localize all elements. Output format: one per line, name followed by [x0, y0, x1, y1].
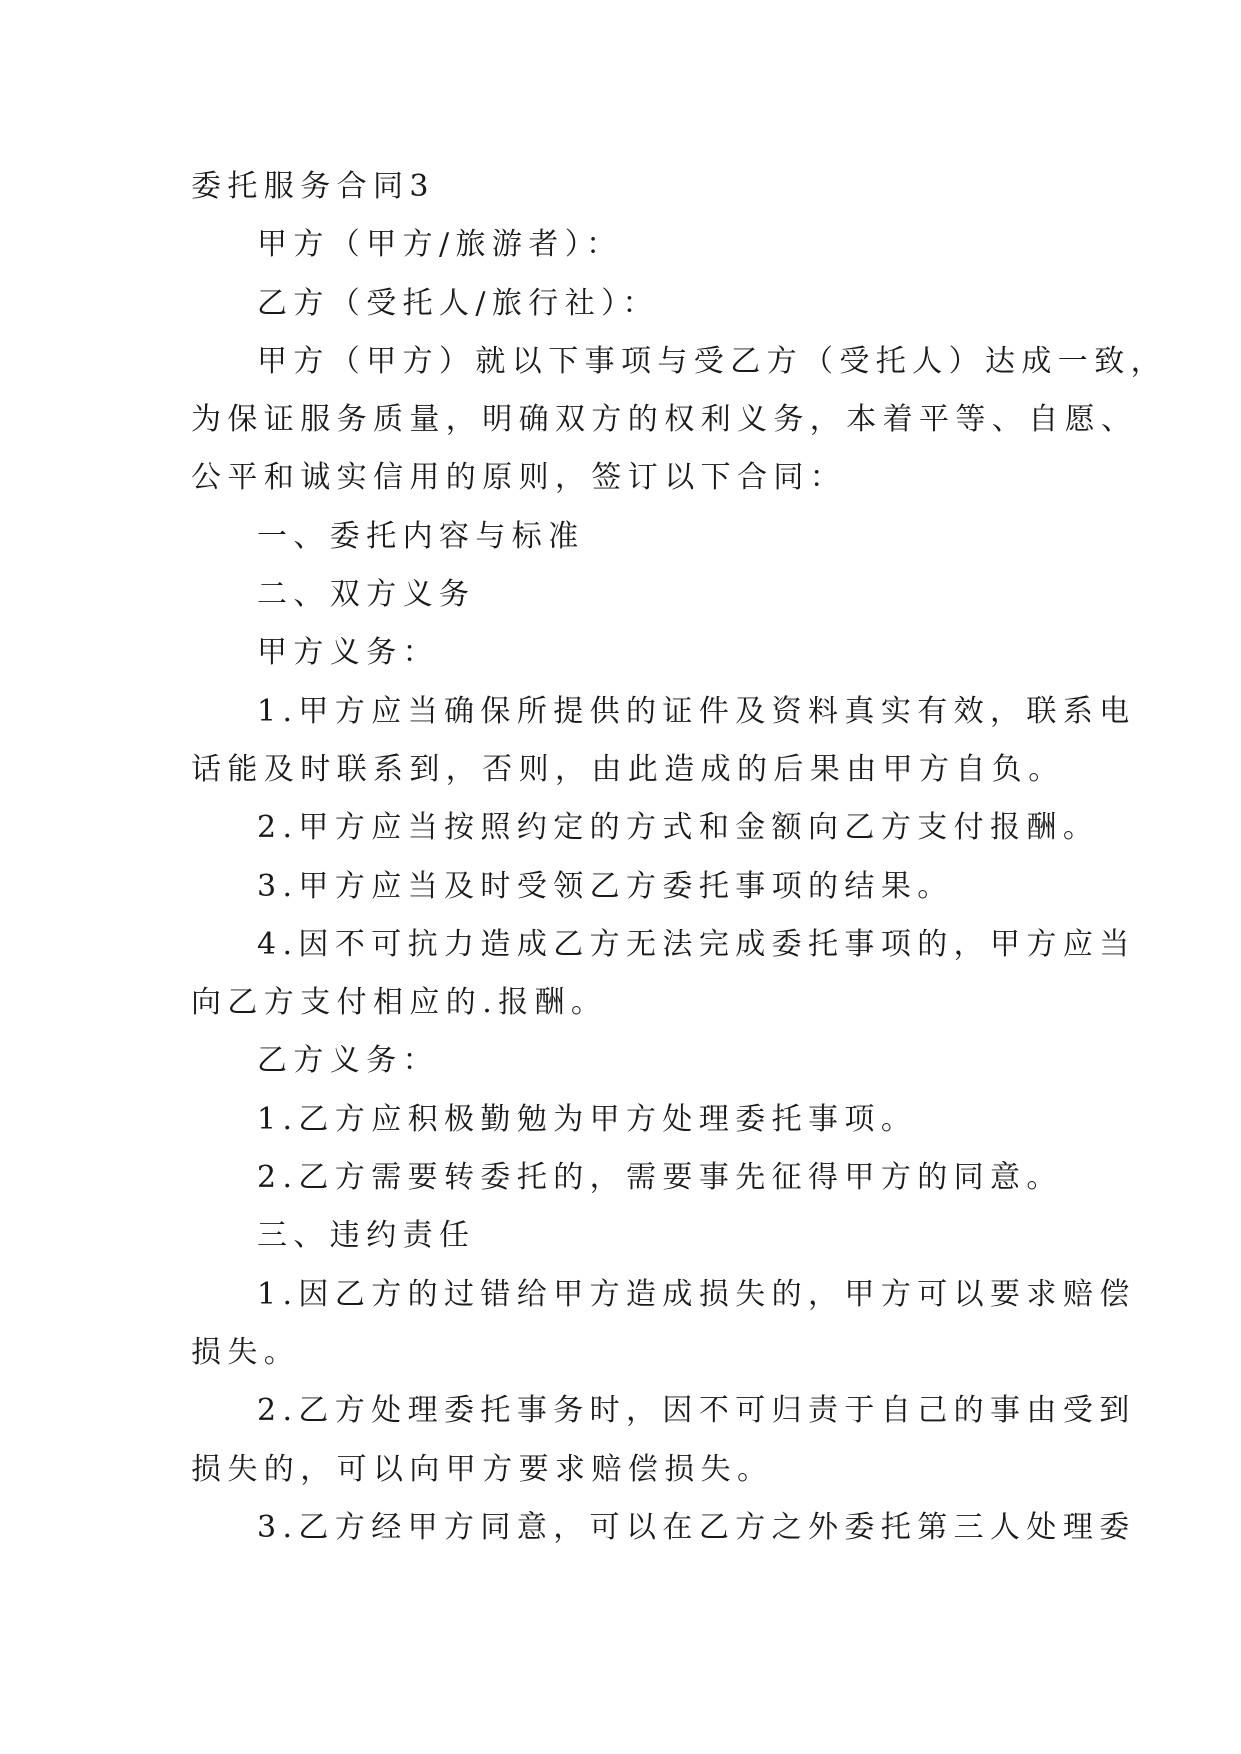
section-heading: 三、违约责任	[257, 1218, 476, 1254]
clause-line: 3.乙方经甲方同意，可以在乙方之外委托第三人处理委	[257, 1509, 1136, 1545]
document-title: 委托服务合同3	[191, 169, 435, 204]
clause-line: 向乙方支付相应的.报酬。	[191, 985, 608, 1021]
clause-line: 3.甲方应当及时受领乙方委托事项的结果。	[257, 868, 954, 904]
clause-line: 1.乙方应积极勤勉为甲方处理委托事项。	[257, 1101, 918, 1137]
contract-body	[191, 158, 1167, 1557]
subsection-heading: 甲方义务：	[257, 635, 439, 671]
section-heading: 一、委托内容与标准	[257, 518, 585, 554]
clause-line: 2.乙方需要转委托的，需要事先征得甲方的同意。	[257, 1160, 1063, 1196]
clause-line: 损失。	[191, 1334, 301, 1370]
subsection-heading: 乙方义务：	[257, 1043, 439, 1079]
clause-line: 4.因不可抗力造成乙方无法完成委托事项的，甲方应当	[257, 926, 1136, 962]
preamble-line: 甲方（甲方）就以下事项与受乙方（受托人）达成一致，	[257, 343, 1167, 379]
clause-line: 2.乙方处理委托事务时，因不可归责于自己的事由受到	[257, 1393, 1136, 1429]
clause-line: 2.甲方应当按照约定的方式和金额向乙方支付报酬。	[257, 810, 1100, 846]
clause-line: 损失的，可以向甲方要求赔偿损失。	[191, 1451, 774, 1487]
party-b-line: 乙方（受托人/旅行社）：	[257, 285, 659, 321]
clause-line: 1.因乙方的过错给甲方造成损失的，甲方可以要求赔偿	[257, 1276, 1136, 1312]
party-a-line: 甲方（甲方/旅游者）：	[257, 227, 623, 263]
section-heading: 二、双方义务	[257, 577, 476, 613]
preamble-line: 为保证服务质量，明确双方的权利义务，本着平等、自愿、	[191, 402, 1138, 438]
preamble-line: 公平和诚实信用的原则，签订以下合同：	[191, 460, 847, 496]
clause-line: 1.甲方应当确保所提供的证件及资料真实有效，联系电	[257, 693, 1136, 729]
clause-line: 话能及时联系到，否则，由此造成的后果由甲方自负。	[191, 751, 1065, 787]
